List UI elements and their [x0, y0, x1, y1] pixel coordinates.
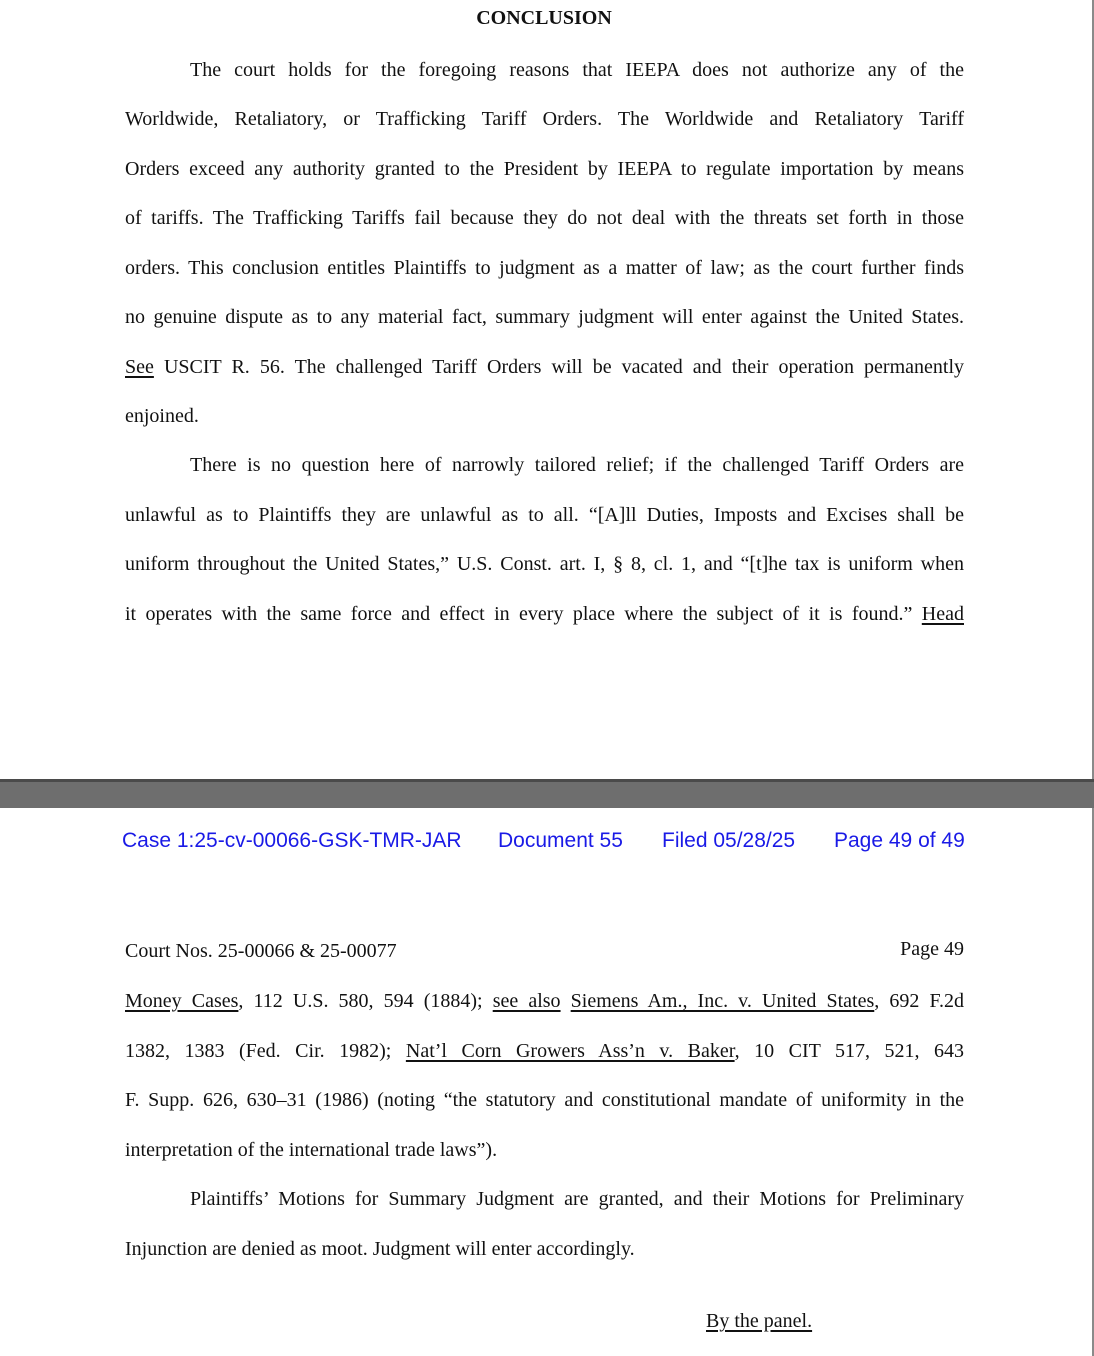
citation-signal: See — [125, 356, 154, 378]
case-citation: Head — [921, 603, 964, 625]
text-span: , 10 CIT 517, 521, 643 — [734, 1040, 964, 1062]
case-citation: Money Cases — [125, 990, 239, 1012]
text-line: Plaintiffs’ Motions for Summary Judgment are granted, and their Motions for Preliminary — [190, 1188, 964, 1210]
text-line: Injunction are denied as moot. Judgment will enter accordingly. — [125, 1238, 635, 1260]
text-line: The court holds for the foregoing reasons that IEEPA does not authorize any of the — [190, 59, 964, 81]
document-number: Document 55 — [498, 829, 623, 852]
text-line: Worldwide, Retaliatory, or Trafficking Tariff Orders. The Worldwide and Retaliatory Tariff — [125, 108, 964, 130]
case-citation: Siemens Am., Inc. v. United States — [570, 990, 875, 1012]
text-span: , 692 F.2d — [874, 990, 964, 1012]
signature-line — [706, 1310, 812, 1333]
court-numbers: Court Nos. 25-00066 & 25-00077 — [125, 940, 397, 962]
page-label: Page 49 — [900, 938, 964, 960]
text-line — [125, 1038, 964, 1064]
text-line: of tariffs. The Trafficking Tariffs fail because they do not deal with the threats set forth in those — [125, 207, 964, 229]
text-line: There is no question here of narrowly tailored relief; if the challenged Tariff Orders are — [190, 454, 964, 476]
page-divider-shadow — [0, 779, 1094, 782]
text-span — [561, 990, 571, 1012]
text-line: unlawful as to Plaintiffs they are unlawful as to all. “[A]ll Duties, Imposts and Excises shall be — [125, 504, 964, 526]
page-divider — [0, 779, 1094, 808]
text-line: no genuine dispute as to any material fact, summary judgment will enter against the United States. — [125, 306, 964, 328]
text-line: Orders exceed any authority granted to the President by IEEPA to regulate importation by means — [125, 158, 964, 180]
section-heading: CONCLUSION — [476, 7, 612, 29]
signature-text: By the panel. — [706, 1310, 813, 1332]
text-line: orders. This conclusion entitles Plaintiffs to judgment as a matter of law; as the court further finds — [125, 257, 964, 279]
text-line — [125, 988, 964, 1014]
text-line: F. Supp. 626, 630–31 (1986) (noting “the statutory and constitutional mandate of uniformity in the — [125, 1089, 964, 1111]
citation-signal: see also — [492, 990, 561, 1012]
filed-date: Filed 05/28/25 — [662, 829, 796, 852]
text-span: USCIT R. 56. The challenged Tariff Orders will be vacated and their operation permanently — [153, 356, 964, 378]
text-span: 1382, 1383 (Fed. Cir. 1982); — [125, 1040, 406, 1062]
page-count: Page 49 of 49 — [834, 829, 965, 852]
text-span: , 112 U.S. 580, 594 (1884); — [238, 990, 493, 1012]
text-line: enjoined. — [125, 405, 199, 427]
case-citation: Nat’l Corn Growers Ass’n v. Baker — [405, 1040, 735, 1062]
text-line: interpretation of the international trade laws”). — [125, 1139, 498, 1161]
text-line — [125, 354, 964, 380]
text-span: it operates with the same force and effect in every place where the subject of it is found.” — [125, 603, 922, 625]
text-line: uniform throughout the United States,” U.S. Const. art. I, § 8, cl. 1, and “[t]he tax is uniform when — [125, 553, 964, 575]
text-line — [125, 601, 964, 627]
case-number: Case 1:25-cv-00066-GSK-TMR-JAR — [122, 829, 462, 852]
